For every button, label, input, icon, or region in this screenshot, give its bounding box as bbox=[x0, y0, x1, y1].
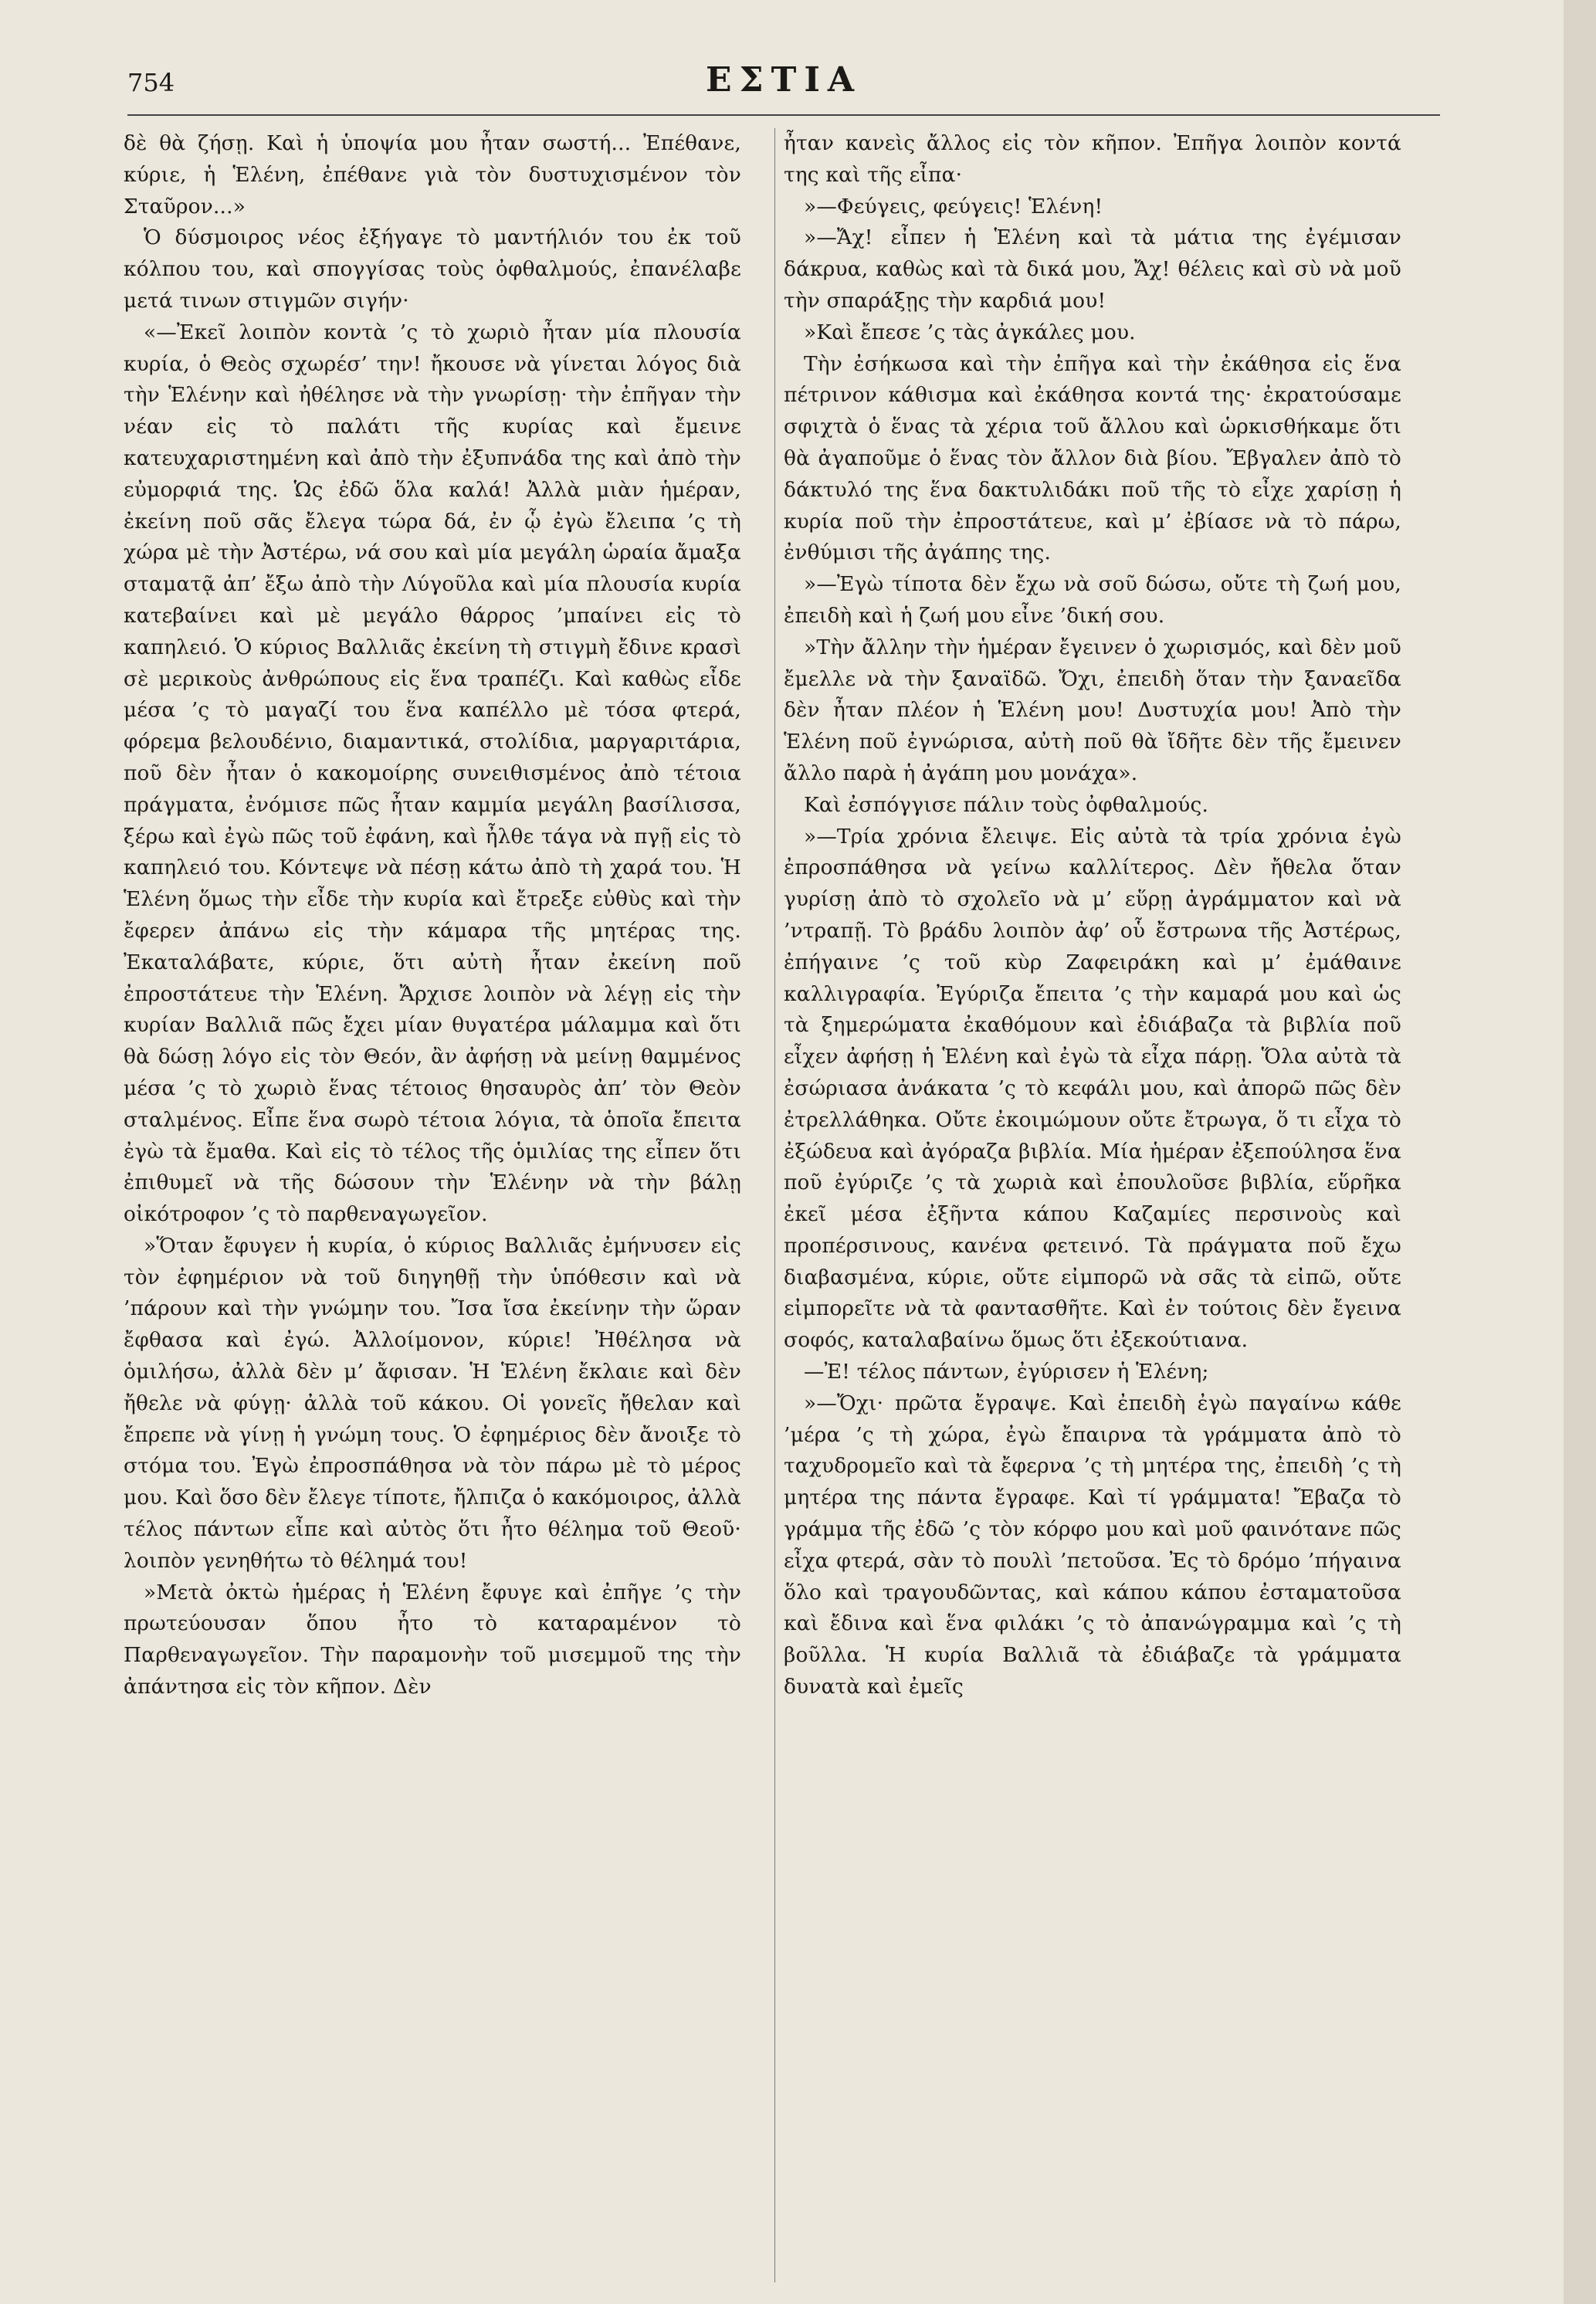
journal-title: ΕΣΤΙΑ bbox=[705, 60, 862, 100]
paragraph: »Μετὰ ὀκτὼ ἡμέρας ἡ Ἑλένη ἔφυγε καὶ ἐπῆγε ’ς τὴν πρωτεύουσαν ὅπου ἦτο τὸ καταραμένον τὸ Παρθεναγωγεῖον. Τὴν παραμονὴν τοῦ μισεμμοῦ της τὴν ἀπάντησα εἰς τὸν κῆπον. Δὲν bbox=[124, 1580, 741, 1699]
header-rule bbox=[127, 114, 1440, 116]
paragraph: «—Ἐκεῖ λοιπὸν κοντὰ ’ς τὸ χωριὸ ἦταν μία πλουσία κυρία, ὁ Θεὸς σχωρέσ’ την! ἤκουσε νὰ γίνεται λόγος διὰ τὴν Ἑλένην καὶ ἠθέλησε νὰ τὴν γνωρίσῃ· τὴν ἐπῆγαν τὴν νέαν εἰς τὸ παλάτι τῆς κυρίας καὶ ἔμεινε κατευχαριστημένη καὶ ἀπὸ τὴν ἐξυπνάδα της καὶ ἀπὸ τὴν εὐμορφιά της. Ὡς ἐδῶ ὅλα καλά! Ἀλλὰ μιὰν ἡμέραν, ἐκείνη ποῦ σᾶς ἔλεγα τώρα δά, ἐν ᾧ ἐγὼ ἔλειπα ’ς τὴ χώρα μὲ τὴν Ἀστέρω, νά σου καὶ μία μεγάλη ὡραία ἄμαξα σταματᾷ ἀπ’ ἔξω ἀπὸ τὴν Λύγοῦλα καὶ μία πλουσία κυρία κατεβαίνει καὶ μὲ μεγάλο θάρρος ’μπαίνει εἰς τὸ καπηλειό. Ὁ κύριος Βαλλιᾶς ἐκείνη τὴ στιγμὴ ἔδινε κρασὶ σὲ μερικοὺς ἀνθρώπους εἰς ἕνα τραπέζι. Καὶ καθὼς εἶδε μέσα ’ς τὸ μαγαζί του ἕνα καπέλλο μὲ τόσα φτερά, φόρεμα βελουδένιο, διαμαντικά, στολίδια, μαργαριτάρια, ποῦ δὲν ἦταν ὁ κακομοίρης συνειθισμένος ἀπὸ τέτοια πράγματα, ἐνόμισε πῶς ἦταν καμμία μεγάλη βασίλισσα, ξέρω καὶ ἐγὼ πῶς τοῦ ἐφάνη, καὶ ἦλθε τάγα νὰ πγῇ εἰς τὸ καπηλειό του. Κόντεψε νὰ πέσῃ κάτω ἀπὸ τὴ χαρά του. Ἡ Ἑλένη ὅμως τὴν εἶδε τὴν κυρία καὶ ἔτρεξε εὐθὺς καὶ τὴν ἔφερεν ἀπάνω εἰς τὴν κάμαρα τῆς μητέρας της. Ἐκαταλάβατε, κύριε, ὅτι αὐτὴ ἦταν ἐκείνη ποῦ ἐπροστάτευε τὴν Ἑλένη. Ἄρχισε λοιπὸν νὰ λέγῃ εἰς τὴν κυρίαν Βαλλιᾶ πῶς ἔχει μίαν θυγατέρα μάλαμμα καὶ ὅτι θὰ δώσῃ λόγο εἰς τὸν Θεόν, ἂν ἀφήσῃ νὰ μείνῃ θαμμένος μέσα ’ς τὸ χωριὸ ἕνας τέτοιος θησαυρὸς ἀπ’ τὸν Θεὸν σταλμένος. Εἶπε ἕνα σωρὸ τέτοια λόγια, τὰ ὁποῖα ἔπειτα ἐγὼ τὰ ἔμαθα. Καὶ εἰς τὸ τέλος τῆς ὁμιλίας της εἶπεν ὅτι ἐπιθυμεῖ νὰ τῆς δώσουν τὴν Ἑλένην νὰ τὴν βάλῃ οἰκότροφον ’ς τὸ παρθεναγωγεῖον. bbox=[124, 320, 741, 1227]
paragraph: —Ἐ! τέλος πάντων, ἐγύρισεν ἡ Ἑλένη; bbox=[804, 1360, 1209, 1384]
paragraph: »—Ὄχι· πρῶτα ἔγραψε. Καὶ ἐπειδὴ ἐγὼ παγαίνω κάθε ’μέρα ’ς τὴ χώρα, ἐγὼ ἔπαιρνα τὰ γράμματα ἀπὸ τὸ ταχυδρομεῖο καὶ τὰ ἔφερνα ’ς τὴ μητέρα της, ἐπειδὴ ’ς τὴ μητέρα της πάντα ἔγραφε. Καὶ τί γράμματα! Ἔβαζα τὸ γράμμα τῆς ἐδῶ ’ς τὸν κόρφο μου καὶ μοῦ φαινότανε πῶς εἶχα φτερά, σὰν τὸ πουλὶ ’πετοῦσα. Ἐς τὸ δρόμο ’πήγαινα ὅλο καὶ τραγουδῶντας, καὶ κάπου κάπου ἐσταματοῦσα καὶ ἔδινα καὶ ἕνα φιλάκι ’ς τὸ ἀπανώγραμμα καὶ ’ς τὴ βοῦλλα. Ἡ κυρία Βαλλιᾶ τὰ ἐδιάβαζε τὰ γράμματα δυνατὰ καὶ ἐμεῖς bbox=[784, 1391, 1401, 1699]
paragraph: »Καὶ ἔπεσε ’ς τὰς ἀγκάλες μου. bbox=[804, 320, 1136, 344]
paragraph: »Τὴν ἄλλην τὴν ἡμέραν ἔγεινεν ὁ χωρισμός, καὶ δὲν μοῦ ἔμελλε νὰ τὴν ξαναϊδῶ. Ὄχι, ἐπειδὴ ὅταν τὴν ξαναεῖδα δὲν ἦταν πλέον ἡ Ἑλένη μου! Δυστυχία μου! Ἀπὸ τὴν Ἑλένη ποῦ ἐγνώρισα, αὐτὴ ποῦ θὰ ἴδῆτε δὲν τῆς ἔμεινεν ἄλλο παρὰ ἡ ἀγάπη μου μονάχα». bbox=[784, 635, 1401, 785]
paragraph: Τὴν ἐσήκωσα καὶ τὴν ἐπῆγα καὶ τὴν ἐκάθησα εἰς ἕνα πέτρινον κάθισμα καὶ ἐκάθησα κοντά της· ἐκρατούσαμε σφιχτὰ ὁ ἕνας τὰ χέρια τοῦ ἄλλου καὶ ὡρκισθήκαμε ὅτι θὰ ἀγαποῦμε ὁ ἕνας τὸν ἄλλον διὰ βίου. Ἔβγαλεν ἀπὸ τὸ δάκτυλό της ἕνα δακτυλιδάκι ποῦ τῆς τὸ εἶχε χαρίσῃ ἡ κυρία ποῦ τὴν ἐπροστάτευε, καὶ μ’ ἐβίασε νὰ τὸ πάρω, ἐνθύμισι τῆς ἀγάπης της. bbox=[784, 351, 1401, 565]
page-edge bbox=[1564, 0, 1596, 2304]
column-divider bbox=[774, 128, 775, 2282]
paragraph: ἦταν κανεὶς ἄλλος εἰς τὸν κῆπον. Ἐπῆγα λοιπὸν κοντά της καὶ τῆς εἶπα· bbox=[784, 131, 1401, 187]
page-header bbox=[127, 54, 1440, 108]
paragraph: »—Τρία χρόνια ἔλειψε. Εἰς αὐτὰ τὰ τρία χρόνια ἐγὼ ἐπροσπάθησα νὰ γείνω καλλίτερος. Δὲν ἤθελα ὅταν γυρίσῃ ἀπὸ τὸ σχολεῖο νὰ μ’ εὕρῃ ἀγράμματον καὶ νὰ ’ντραπῇ. Τὸ βράδυ λοιπὸν ἀφ’ οὗ ἔστρωνα τῆς Ἀστέρως, ἐπήγαινε ’ς τοῦ κὺρ Ζαφειράκη καὶ μ’ ἐμάθαινε καλλιγραφία. Ἐγύριζα ἔπειτα ’ς τὴν καμαρά μου καὶ ὡς τὰ ξημερώματα ἐκαθόμουν καὶ ἐδιάβαζα τὰ βιβλία ποῦ εἶχεν ἀφήσῃ ἡ Ἑλένη καὶ ἐγὼ τὰ εἶχα πάρῃ. Ὅλα αὐτὰ τὰ ἐσώριασα ἀνάκατα ’ς τὸ κεφάλι μου, καὶ ἀπορῶ πῶς δὲν ἐτρελλάθηκα. Οὔτε ἐκοιμώμουν οὔτε ἔτρωγα, ὅ τι εἶχα τὸ ἐξώδευα καὶ ἀγόραζα βιβλία. Μία ἡμέραν ἐξεπούλησα ἕνα ποῦ ἐγύριζε ’ς τὰ χωριὰ καὶ ἐπουλοῦσε βιβλία, εὕρῆκα ἐκεῖ μέσα ἐξῆντα κάπου Καζαμίες περσινοὺς καὶ προπέρσινους, κανένα φετεινό. Τὰ πράγματα ποῦ ἔχω διαβασμένα, κύριε, οὔτε εἰμπορῶ νὰ σᾶς τὰ εἰπῶ, οὔτε εἰμπορεῖτε νὰ τὰ φαντασθῆτε. Καὶ ἐν τούτοις δὲν ἔγεινα σοφός, καταλαβαίνω ὅμως ὅτι ἐξεκούτιανα. bbox=[784, 824, 1401, 1353]
right-column bbox=[784, 128, 1401, 2282]
paragraph: δὲ θὰ ζήσῃ. Καὶ ἡ ὑποψία μου ἦταν σωστή... Ἐπέθανε, κύριε, ἡ Ἑλένη, ἐπέθανε γιὰ τὸν δυστυχισμένον τὸν Σταῦρον...» bbox=[124, 131, 741, 219]
paragraph: »—Ἐγὼ τίποτα δὲν ἔχω νὰ σοῦ δώσω, οὔτε τὴ ζωή μου, ἐπειδὴ καὶ ἡ ζωή μου εἶνε ’δική σου. bbox=[784, 572, 1401, 628]
paragraph: »—Ἄχ! εἶπεν ἡ Ἑλένη καὶ τὰ μάτια της ἐγέμισαν δάκρυα, καθὼς καὶ τὰ δικά μου, Ἄχ! θέλεις καὶ σὺ νὰ μοῦ τὴν σπαράξῃς τὴν καρδιά μου! bbox=[784, 225, 1401, 313]
paragraph: »Ὅταν ἔφυγεν ἡ κυρία, ὁ κύριος Βαλλιᾶς ἐμήνυσεν εἰς τὸν ἐφημέριον νὰ τοῦ διηγηθῇ τὴν ὑπόθεσιν καὶ νὰ ’πάρουν καὶ τὴν γνώμην του. Ἴσα ἴσα ἐκείνην τὴν ὥραν ἔφθασα καὶ ἐγώ. Ἀλλοίμονον, κύριε! Ἠθέλησα νὰ ὁμιλήσω, ἀλλὰ δὲν μ’ ἄφισαν. Ἡ Ἑλένη ἔκλαιε καὶ δὲν ἤθελε νὰ φύγῃ· ἀλλὰ τοῦ κάκου. Οἱ γονεῖς ἤθελαν καὶ ἔπρεπε νὰ γίνῃ ἡ γνώμη τους. Ὁ ἐφημέριος δὲν ἄνοιξε τὸ στόμα του. Ἐγὼ ἐπροσπάθησα νὰ τὸν πάρω μὲ τὸ μέρος μου. Καὶ ὅσο δὲν ἔλεγε τίποτε, ἤλπιζα ὁ κακόμοιρος, ἀλλὰ τέλος πάντων εἶπε καὶ αὐτὸς ὅτι ἦτο θέλημα τοῦ Θεοῦ· λοιπὸν γενηθήτω τὸ θέλημά του! bbox=[124, 1233, 741, 1573]
paragraph: Ὁ δύσμοιρος νέος ἐξήγαγε τὸ μαντήλιόν του ἐκ τοῦ κόλπου του, καὶ σπογγίσας τοὺς ὀφθαλμούς, ἐπανέλαβε μετά τινων στιγμῶν σιγήν· bbox=[124, 225, 741, 313]
paragraph: Καὶ ἐσπόγγισε πάλιν τοὺς ὀφθαλμούς. bbox=[804, 792, 1209, 817]
left-column bbox=[124, 128, 741, 2282]
page-number: 754 bbox=[127, 68, 175, 97]
paragraph: »—Φεύγεις, φεύγεις! Ἑλένη! bbox=[804, 194, 1103, 219]
